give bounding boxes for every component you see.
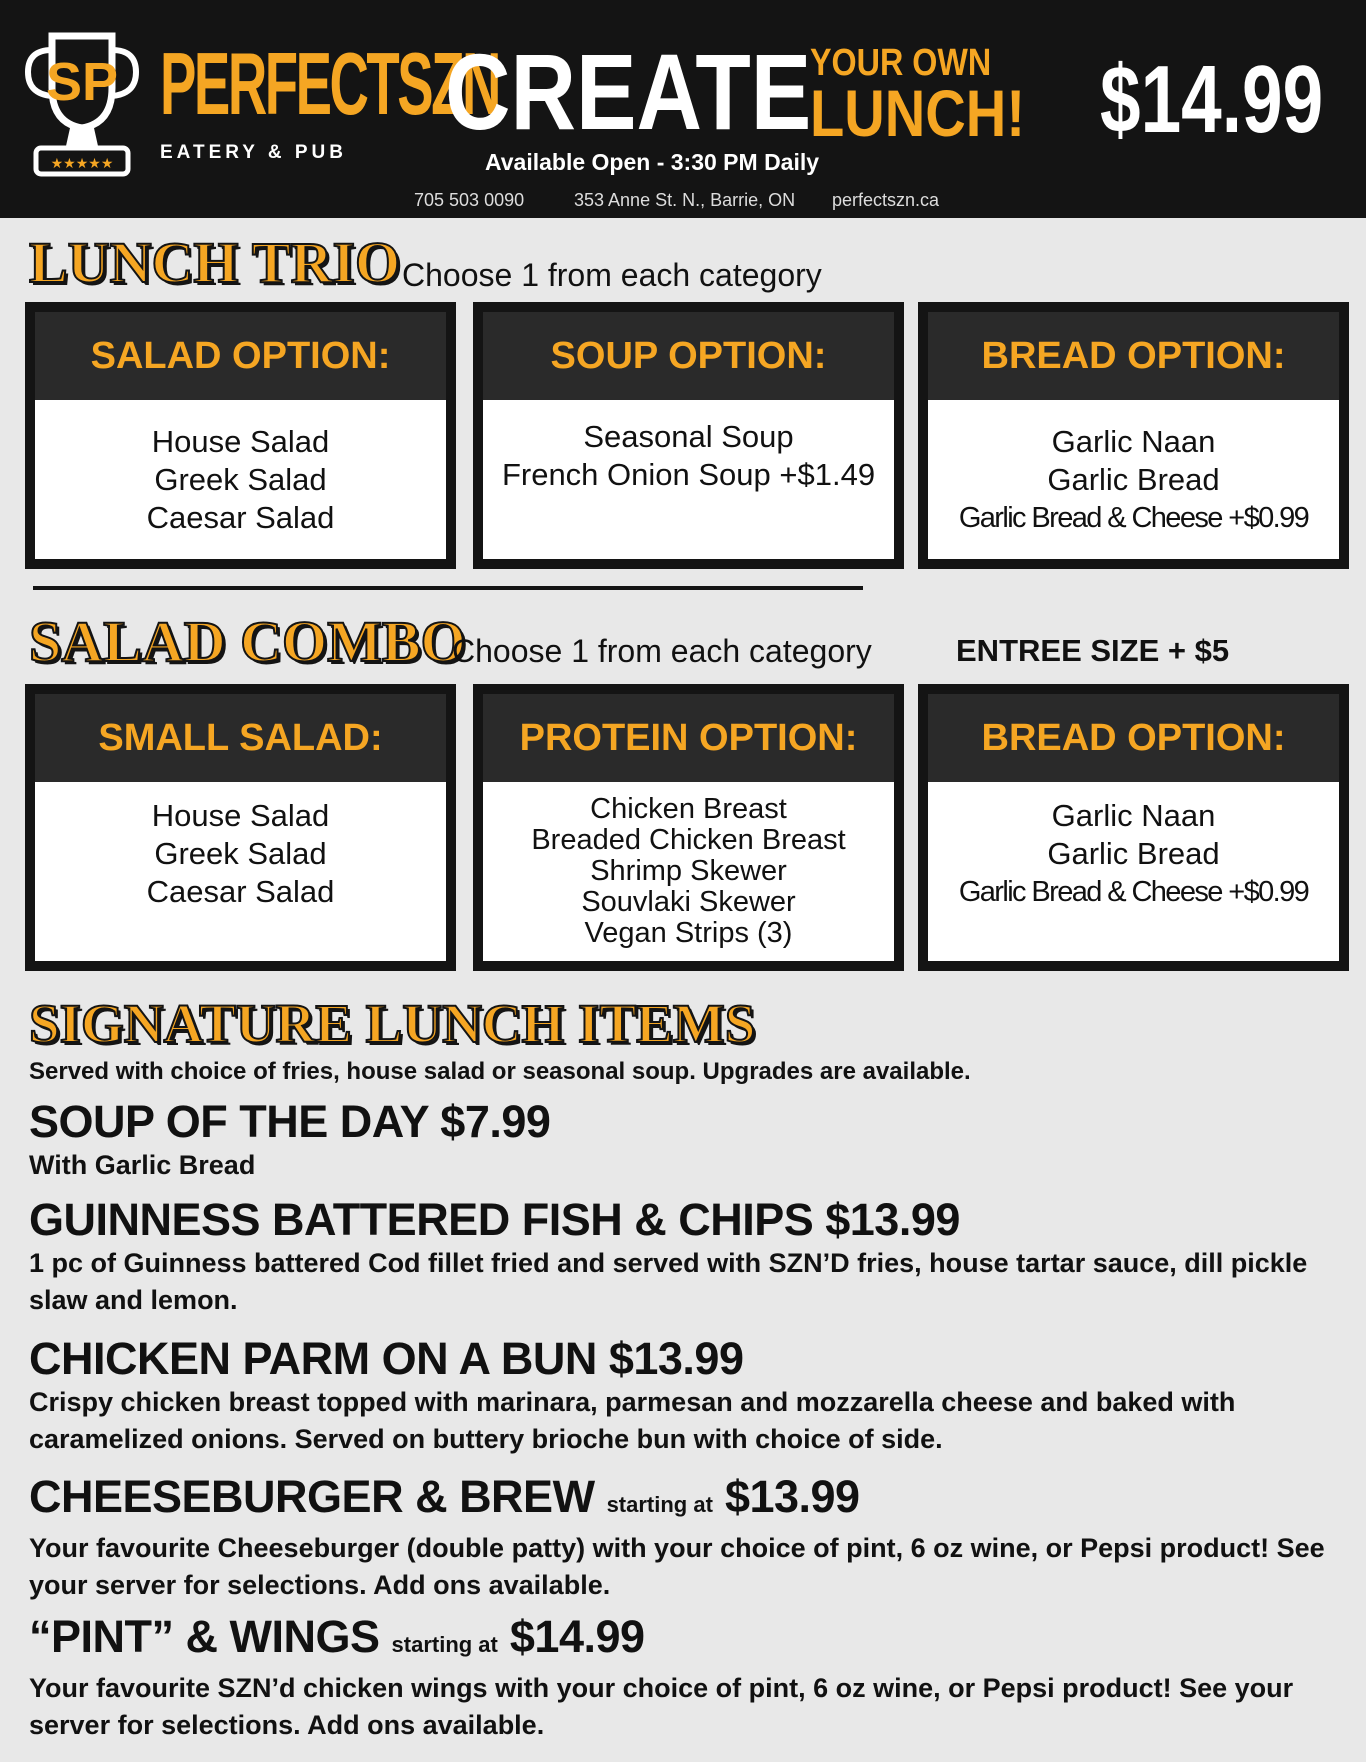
item-name: CHICKEN PARM ON A BUN [29, 1333, 597, 1384]
item-price: $7.99 [440, 1096, 551, 1147]
signature-title: SIGNATURE LUNCH ITEMS [29, 993, 756, 1054]
item-price: $13.99 [724, 1471, 860, 1522]
phone-number[interactable]: 705 503 0090 [414, 190, 525, 210]
list-item: Garlic Bread [1047, 836, 1220, 871]
item-title [29, 1195, 1339, 1245]
combo-bread-option-heading: BREAD OPTION: [928, 694, 1339, 782]
soup-option-list [483, 400, 894, 559]
list-item: Garlic Naan [1051, 798, 1216, 833]
item-name: CHEESEBURGER & BREW [29, 1471, 595, 1522]
list-item: Caesar Salad [146, 874, 335, 909]
menu-item [29, 1472, 1339, 1604]
availability-text: Available Open - 3:30 PM Daily [485, 149, 820, 175]
website-link[interactable]: perfectszn.ca [832, 190, 940, 210]
small-salad-box [25, 684, 456, 971]
list-item: Garlic Bread & Cheese +$0.99 [958, 501, 1309, 534]
starting-at-label: starting at [606, 1492, 713, 1517]
list-item: French Onion Soup +$1.49 [501, 457, 876, 492]
headline-create: CREATE [445, 31, 812, 152]
item-description: Your favourite Cheeseburger (double patty) with your choice of pint, 6 oz wine, or Pepsi product! See your server for selections. Add ons available. [29, 1533, 1325, 1600]
list-item: Garlic Bread & Cheese +$0.99 [958, 876, 1309, 908]
item-description: Crispy chicken breast topped with marinara, parmesan and mozzarella cheese and baked with caramelized onions. Served on buttery brioche bun with choice of side. [29, 1387, 1236, 1454]
bread-option-heading: BREAD OPTION: [928, 312, 1339, 400]
item-description: Your favourite SZN’d chicken wings with your choice of pint, 6 oz wine, or Pepsi product! See your server for selections. Add ons available. [29, 1673, 1294, 1740]
section-divider [33, 586, 863, 590]
item-description: 1 pc of Guinness battered Cod fillet fried and served with SZN’D fries, house tartar sauce, dill pickle slaw and lemon. [29, 1248, 1308, 1315]
item-price: $13.99 [608, 1333, 744, 1384]
item-title [29, 1334, 1339, 1384]
item-price: $14.99 [509, 1611, 645, 1662]
salad-option-list [35, 400, 446, 559]
menu-item [29, 1195, 1339, 1319]
trophy-logo-icon [22, 28, 142, 178]
combo-bread-option-box [918, 684, 1349, 971]
item-name: SOUP OF THE DAY [29, 1096, 429, 1147]
protein-option-box [473, 684, 904, 971]
list-item: Caesar Salad [146, 499, 335, 535]
item-price: $13.99 [825, 1194, 960, 1245]
list-item: Breaded Chicken Breast [531, 824, 846, 856]
brand-name: PERFECTSZN [160, 34, 499, 133]
combo-bread-option-list [928, 782, 1339, 961]
salad-combo-note: Choose 1 from each category [452, 633, 872, 669]
salad-option-heading: SALAD OPTION: [35, 312, 446, 400]
header-banner [0, 0, 1366, 218]
item-title [29, 1612, 1339, 1670]
list-item: House Salad [151, 798, 330, 833]
list-item: Greek Salad [154, 836, 327, 871]
list-item: Garlic Bread [1047, 461, 1220, 497]
address-text: 353 Anne St. N., Barrie, ON [574, 190, 796, 210]
headline-lunch: LUNCH! [810, 76, 1026, 150]
item-name: GUINNESS BATTERED FISH & CHIPS [29, 1194, 814, 1245]
item-description: With Garlic Bread [29, 1150, 256, 1180]
logo-stars: ★★★★★ [50, 156, 114, 172]
logo-initials: SP [45, 52, 119, 112]
protein-option-heading: PROTEIN OPTION: [483, 694, 894, 782]
small-salad-list [35, 782, 446, 961]
item-title [29, 1472, 1339, 1530]
list-item: Greek Salad [154, 461, 327, 497]
small-salad-heading: SMALL SALAD: [35, 694, 446, 782]
list-item: Vegan Strips (3) [584, 917, 793, 949]
list-item: Chicken Breast [590, 793, 787, 825]
list-item: House Salad [151, 423, 330, 459]
bread-option-list [928, 400, 1339, 559]
lunch-trio-note: Choose 1 from each category [402, 257, 822, 293]
starting-at-label: starting at [391, 1632, 498, 1657]
menu-item [29, 1612, 1339, 1744]
salad-combo-title: SALAD COMBO [29, 609, 466, 674]
entree-size-note: ENTREE SIZE + $5 [956, 633, 1230, 668]
brand-subtitle: EATERY & PUB [160, 142, 348, 163]
item-title [29, 1097, 1339, 1147]
soup-option-box [473, 302, 904, 569]
menu-item [29, 1097, 1339, 1184]
list-item: Garlic Naan [1051, 423, 1216, 459]
signature-intro: Served with choice of fries, house salad or seasonal soup. Upgrades are available. [29, 1058, 971, 1085]
lunch-trio-title: LUNCH TRIO [29, 230, 401, 295]
protein-option-list [483, 782, 894, 961]
salad-option-box [25, 302, 456, 569]
item-name: “PINT” & WINGS [29, 1611, 380, 1662]
soup-option-heading: SOUP OPTION: [483, 312, 894, 400]
list-item: Seasonal Soup [583, 419, 794, 454]
bread-option-box [918, 302, 1349, 569]
menu-item [29, 1334, 1339, 1458]
headline-price: $14.99 [1100, 46, 1324, 153]
list-item: Shrimp Skewer [590, 855, 787, 887]
headline-your-own: YOUR OWN [810, 42, 992, 84]
list-item: Souvlaki Skewer [581, 886, 796, 918]
